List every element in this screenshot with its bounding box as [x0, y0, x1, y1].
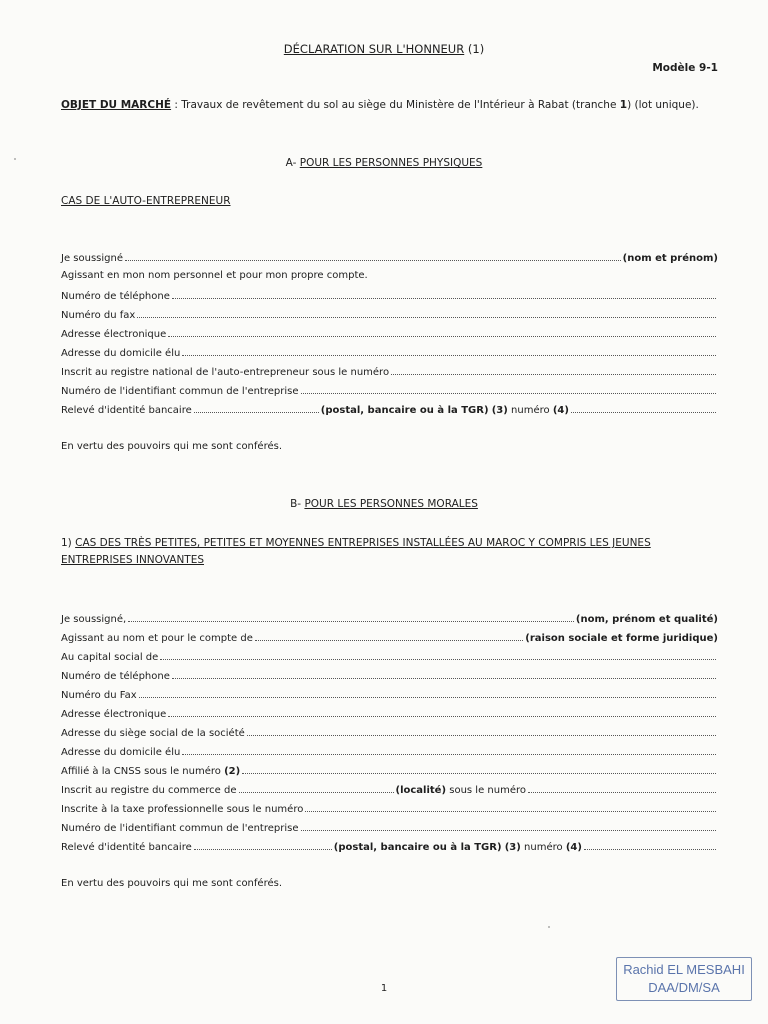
- b-agissant-label: Agissant au nom et pour le compte de: [61, 633, 253, 644]
- b-capital-label: Au capital social de: [61, 652, 159, 663]
- scan-speck: [14, 158, 16, 160]
- a-fax-line: [61, 308, 718, 323]
- stamp-name: Rachid EL MESBAHI: [623, 962, 745, 977]
- b-identifiant-line: [61, 821, 718, 836]
- a-identifiant-field[interactable]: [301, 384, 717, 394]
- section-b-sub-num: 1): [61, 537, 72, 549]
- b-je-label: Je soussigné,: [61, 614, 127, 625]
- b-agissant-field[interactable]: [255, 631, 523, 641]
- b-vertu-text: En vertu des pouvoirs qui me sont conférés.: [61, 878, 283, 889]
- a-je-suffix: (nom et prénom): [622, 253, 718, 264]
- a-rib-label: Relevé d'identité bancaire: [61, 405, 192, 416]
- a-identifiant-line: [61, 384, 718, 399]
- a-rib-field[interactable]: [194, 403, 319, 413]
- objet-du-marche: [61, 99, 699, 111]
- b-capital-field[interactable]: [160, 650, 716, 660]
- a-vertu-text: En vertu des pouvoirs qui me sont conférés.: [61, 441, 283, 452]
- b-cnss-field[interactable]: [242, 764, 716, 774]
- b-commerce-num-label: sous le numéro: [449, 785, 526, 796]
- a-je-soussigne-line: [61, 251, 718, 266]
- official-stamp: [616, 957, 752, 1001]
- b-cnss-line: [61, 764, 718, 779]
- section-b-prefix: B-: [290, 498, 302, 510]
- b-je-suffix: (nom, prénom et qualité): [575, 614, 718, 625]
- b-fax-line: [61, 688, 718, 703]
- a-telephone-line: [61, 289, 718, 304]
- a-telephone-label: Numéro de téléphone: [61, 291, 170, 302]
- a-je-field[interactable]: [125, 251, 621, 261]
- b-rib-note: (3): [504, 842, 521, 853]
- title-text: DÉCLARATION SUR L'HONNEUR: [283, 42, 465, 56]
- b-cnss-label: Affilié à la CNSS sous le numéro: [61, 766, 221, 777]
- b-telephone-label: Numéro de téléphone: [61, 671, 170, 682]
- b-identifiant-label: Numéro de l'identifiant commun de l'entreprise: [61, 823, 299, 834]
- a-fax-field[interactable]: [137, 308, 716, 318]
- a-agissant-line: [61, 270, 718, 285]
- b-commerce-num-field[interactable]: [528, 783, 716, 793]
- b-telephone-field[interactable]: [172, 669, 716, 679]
- a-rib-num-field[interactable]: [571, 403, 716, 413]
- section-b-heading: [0, 498, 768, 510]
- stamp-dept: DAA/DM/SA: [648, 980, 720, 995]
- section-a-subheading: CAS DE L'AUTO-ENTREPRENEUR: [61, 195, 231, 207]
- a-je-label: Je soussigné: [61, 253, 123, 264]
- b-rib-field[interactable]: [194, 840, 332, 850]
- b-siege-label: Adresse du siège social de la société: [61, 728, 245, 739]
- b-taxe-label: Inscrite à la taxe professionnelle sous le numéro: [61, 804, 304, 815]
- a-domicile-label: Adresse du domicile élu: [61, 348, 181, 359]
- a-domicile-line: [61, 346, 718, 361]
- b-je-field[interactable]: [128, 612, 574, 622]
- b-domicile-label: Adresse du domicile élu: [61, 747, 181, 758]
- b-email-label: Adresse électronique: [61, 709, 167, 720]
- b-identifiant-field[interactable]: [301, 821, 717, 831]
- a-rib-num-label: numéro: [511, 405, 550, 416]
- a-identifiant-label: Numéro de l'identifiant commun de l'entreprise: [61, 386, 299, 397]
- a-registre-label: Inscrit au registre national de l'auto-entrepreneur sous le numéro: [61, 367, 390, 378]
- objet-text-end: ) (lot unique).: [627, 99, 699, 111]
- b-rib-num-label: numéro: [524, 842, 563, 853]
- scan-speck: [548, 926, 550, 928]
- document-title: [0, 42, 768, 56]
- b-rib-line: [61, 840, 718, 855]
- model-reference: Modèle 9-1: [652, 62, 718, 74]
- title-note: (1): [467, 42, 485, 56]
- section-b-sub-text: CAS DES TRÈS PETITES, PETITES ET MOYENNES ENTREPRISES INSTALLÉES AU MAROC Y COMPRIS LES JEUNES ENTREPRISES INNOVANTES: [61, 537, 651, 566]
- a-email-field[interactable]: [168, 327, 716, 337]
- a-registre-field[interactable]: [391, 365, 716, 375]
- page-number: 1: [380, 983, 388, 994]
- b-rib-mid: (postal, bancaire ou à la TGR): [333, 842, 502, 853]
- objet-label: OBJET DU MARCHÉ: [61, 99, 172, 111]
- b-domicile-field[interactable]: [182, 745, 716, 755]
- a-email-line: [61, 327, 718, 342]
- b-taxe-field[interactable]: [305, 802, 716, 812]
- b-localite: (localité): [395, 785, 447, 796]
- b-je-soussigne-line: [61, 612, 718, 627]
- a-email-label: Adresse électronique: [61, 329, 167, 340]
- b-siege-line: [61, 726, 718, 741]
- b-rib-num-field[interactable]: [584, 840, 716, 850]
- b-commerce-field[interactable]: [239, 783, 394, 793]
- b-cnss-note: (2): [224, 766, 241, 777]
- a-telephone-field[interactable]: [172, 289, 716, 299]
- objet-tranche: 1: [619, 99, 628, 111]
- a-fax-label: Numéro du fax: [61, 310, 136, 321]
- objet-text: : Travaux de revêtement du sol au siège du Ministère de l'Intérieur à Rabat (tranche: [171, 99, 620, 111]
- b-capital-line: [61, 650, 718, 665]
- a-rib-mid: (postal, bancaire ou à la TGR): [320, 405, 489, 416]
- b-fax-label: Numéro du Fax: [61, 690, 137, 701]
- section-a-prefix: A-: [285, 157, 297, 169]
- a-registre-line: [61, 365, 718, 380]
- b-rib-label: Relevé d'identité bancaire: [61, 842, 192, 853]
- b-commerce-label: Inscrit au registre du commerce de: [61, 785, 237, 796]
- b-fax-field[interactable]: [139, 688, 716, 698]
- section-a-heading: [0, 157, 768, 169]
- a-agissant-text: Agissant en mon nom personnel et pour mon propre compte.: [61, 270, 368, 281]
- b-email-field[interactable]: [168, 707, 716, 717]
- b-siege-field[interactable]: [247, 726, 716, 736]
- section-b-subheading: [61, 535, 721, 569]
- b-rib-num-note: (4): [565, 842, 582, 853]
- b-commerce-line: [61, 783, 718, 798]
- a-rib-num-note: (4): [552, 405, 569, 416]
- b-telephone-line: [61, 669, 718, 684]
- b-email-line: [61, 707, 718, 722]
- section-a-title: POUR LES PERSONNES PHYSIQUES: [299, 157, 483, 169]
- b-domicile-line: [61, 745, 718, 760]
- a-rib-note: (3): [491, 405, 508, 416]
- b-taxe-line: [61, 802, 718, 817]
- a-rib-line: [61, 403, 718, 418]
- b-agissant-line: [61, 631, 718, 646]
- section-b-title: POUR LES PERSONNES MORALES: [304, 498, 478, 510]
- b-agissant-suffix: (raison sociale et forme juridique): [525, 633, 718, 644]
- a-domicile-field[interactable]: [182, 346, 716, 356]
